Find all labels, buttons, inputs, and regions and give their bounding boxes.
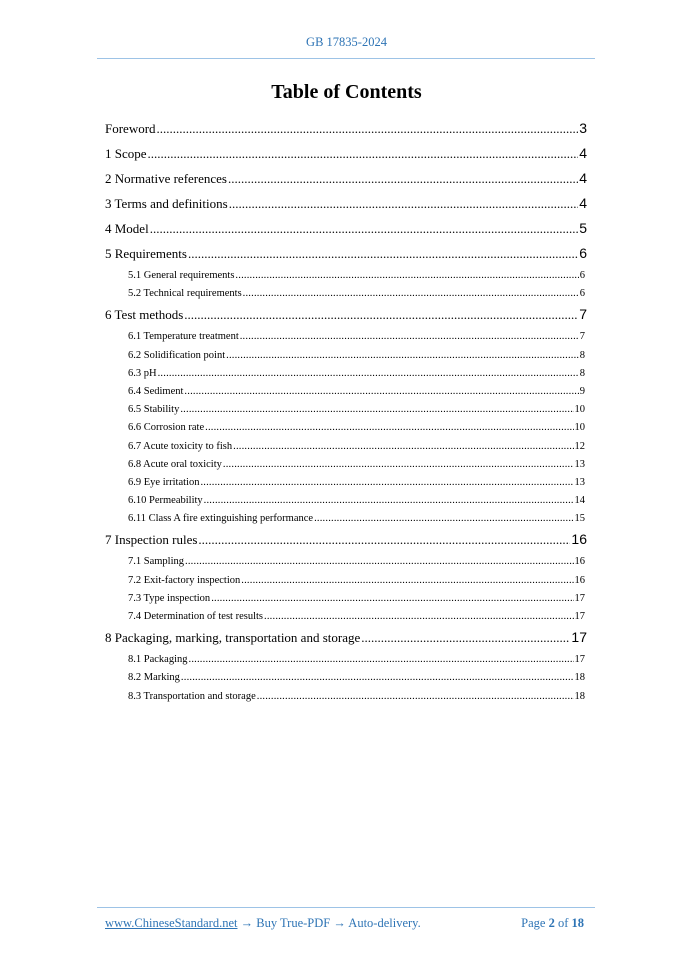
toc-leader-dots xyxy=(235,267,578,285)
toc-entry-page: 7 xyxy=(579,306,587,323)
toc-entry[interactable] xyxy=(105,142,587,167)
toc-entry-label: 8.2 Marking xyxy=(128,672,180,684)
toc-entry-page: 3 xyxy=(579,120,587,136)
toc-entry[interactable] xyxy=(105,217,587,242)
toc-entry-page: 4 xyxy=(579,170,587,186)
toc-entry-label: 6.4 Sediment xyxy=(128,385,184,397)
toc-entry-page: 16 xyxy=(574,574,585,586)
toc-entry[interactable] xyxy=(105,438,585,456)
toc-entry[interactable] xyxy=(105,553,585,571)
toc-entry-label: 1 Scope xyxy=(105,146,147,161)
toc-entry-label: 6.8 Acute oral toxicity xyxy=(128,458,222,470)
toc-entry[interactable] xyxy=(105,401,585,419)
toc-entry[interactable] xyxy=(105,651,585,669)
toc-entry-page: 6 xyxy=(579,270,585,281)
toc-leader-dots xyxy=(148,144,579,163)
toc-entry-label: 6.2 Solidification point xyxy=(128,349,226,361)
toc-entry-page: 8 xyxy=(579,367,585,379)
toc-entry[interactable] xyxy=(105,117,587,142)
toc-leader-dots xyxy=(211,590,573,608)
toc-leader-dots xyxy=(264,608,573,626)
toc-leader-dots xyxy=(184,305,578,324)
toc-entry-label: 8 Packaging, marking, transportation and storage xyxy=(105,630,361,646)
toc-leader-dots xyxy=(241,572,573,590)
toc-entry-label: 5.1 General requirements xyxy=(128,270,235,281)
toc-leader-dots xyxy=(189,651,574,669)
toc-entry[interactable] xyxy=(105,267,585,285)
toc-leader-dots xyxy=(257,688,574,706)
toc-entry[interactable] xyxy=(105,688,585,706)
toc-entry-page: 6 xyxy=(579,288,585,300)
toc-entry-page: 10 xyxy=(574,404,585,416)
footer-promo xyxy=(105,916,421,931)
toc-entry-page: 8 xyxy=(579,349,585,361)
toc-entry[interactable] xyxy=(105,167,587,192)
toc-leader-dots xyxy=(229,194,579,213)
toc-entry-page: 17 xyxy=(574,592,585,604)
table-of-contents xyxy=(105,117,587,706)
toc-entry-label: 8.1 Packaging xyxy=(128,654,188,666)
toc-entry[interactable] xyxy=(105,492,585,510)
toc-leader-dots xyxy=(200,474,573,492)
toc-entry-page: 17 xyxy=(571,629,587,646)
toc-entry-page: 17 xyxy=(574,611,585,622)
toc-entry[interactable] xyxy=(105,510,585,528)
toc-entry-label: 6.3 pH xyxy=(128,367,157,379)
footer-promo-text: → Buy True-PDF → Auto-delivery. xyxy=(237,916,421,930)
toc-entry-page: 6 xyxy=(579,245,587,261)
toc-entry-page: 5 xyxy=(579,220,587,236)
toc-entry-label: Foreword xyxy=(105,121,156,136)
toc-entry[interactable] xyxy=(105,285,585,303)
toc-entry-label: 2 Normative references xyxy=(105,171,227,186)
toc-leader-dots xyxy=(158,365,579,383)
toc-entry[interactable] xyxy=(105,383,585,401)
toc-leader-dots xyxy=(150,219,579,238)
toc-entry-page: 15 xyxy=(574,513,585,525)
toc-entry[interactable] xyxy=(105,456,585,474)
toc-leader-dots xyxy=(180,401,573,419)
website-link[interactable]: www.ChineseStandard.net xyxy=(105,916,238,930)
toc-leader-dots xyxy=(226,347,579,365)
toc-leader-dots xyxy=(184,383,578,401)
running-header: GB 17835-2024 xyxy=(306,35,387,49)
toc-entry[interactable] xyxy=(105,365,585,383)
toc-leader-dots xyxy=(185,553,573,571)
toc-entry-page: 9 xyxy=(579,385,585,397)
toc-entry-label: 7.1 Sampling xyxy=(128,556,185,568)
toc-entry[interactable] xyxy=(105,626,587,651)
toc-entry-label: 6.6 Corrosion rate xyxy=(128,422,205,434)
toc-leader-dots xyxy=(198,530,570,549)
toc-entry[interactable] xyxy=(105,328,585,346)
toc-entry[interactable] xyxy=(105,242,587,267)
toc-entry-label: 3 Terms and definitions xyxy=(105,196,228,211)
toc-entry[interactable] xyxy=(105,347,585,365)
toc-entry-label: 8.3 Transportation and storage xyxy=(128,690,256,702)
toc-leader-dots xyxy=(361,628,570,647)
toc-entry-label: 6.1 Temperature treatment xyxy=(128,331,239,343)
page-current: 2 xyxy=(548,916,555,930)
toc-leader-dots xyxy=(188,244,578,263)
toc-entry-label: 7.2 Exit-factory inspection xyxy=(128,574,241,586)
page-of: of xyxy=(557,916,569,930)
toc-entry-label: 7 Inspection rules xyxy=(105,532,198,548)
toc-entry-page: 13 xyxy=(574,476,585,488)
toc-entry[interactable] xyxy=(105,608,585,626)
toc-leader-dots xyxy=(243,285,579,303)
toc-entry-label: 5.2 Technical requirements xyxy=(128,288,242,300)
toc-leader-dots xyxy=(233,438,573,456)
toc-entry-page: 14 xyxy=(574,495,585,507)
header-rule xyxy=(97,58,595,59)
toc-entry-label: 7.4 Determination of test results xyxy=(128,611,264,622)
toc-entry[interactable] xyxy=(105,528,587,553)
toc-entry-page: 16 xyxy=(571,531,587,548)
page-total: 18 xyxy=(571,916,584,930)
toc-entry[interactable] xyxy=(105,192,587,217)
toc-entry-page: 16 xyxy=(574,556,585,568)
toc-leader-dots xyxy=(314,510,573,528)
toc-entry-page: 7 xyxy=(579,331,585,343)
toc-entry[interactable] xyxy=(105,572,585,590)
toc-entry-page: 10 xyxy=(574,422,585,434)
page-label: Page xyxy=(521,916,546,930)
toc-entry-label: 6.11 Class A fire extinguishing performance xyxy=(128,513,314,525)
page-indicator xyxy=(521,916,584,931)
toc-leader-dots xyxy=(157,119,579,138)
toc-entry-label: 7.3 Type inspection xyxy=(128,592,211,604)
toc-entry-page: 18 xyxy=(574,672,585,684)
toc-entry-label: 6.5 Stability xyxy=(128,404,180,416)
toc-entry-label: 6.7 Acute toxicity to fish xyxy=(128,440,233,452)
toc-entry[interactable] xyxy=(105,303,587,328)
toc-leader-dots xyxy=(223,456,574,474)
toc-entry-page: 4 xyxy=(579,195,587,211)
toc-leader-dots xyxy=(240,328,579,346)
toc-entry[interactable] xyxy=(105,590,585,608)
toc-entry-label: 4 Model xyxy=(105,221,149,236)
toc-entry-page: 4 xyxy=(579,145,587,161)
toc-entry-page: 17 xyxy=(574,654,585,666)
toc-entry-label: 6.10 Permeability xyxy=(128,495,203,507)
toc-leader-dots xyxy=(205,419,573,437)
toc-entry-label: 6 Test methods xyxy=(105,307,184,323)
page-title: Table of Contents xyxy=(271,81,422,103)
toc-entry-label: 5 Requirements xyxy=(105,246,187,261)
toc-entry[interactable] xyxy=(105,419,585,437)
toc-entry[interactable] xyxy=(105,669,585,687)
toc-entry-page: 12 xyxy=(574,440,585,452)
toc-leader-dots xyxy=(181,669,574,687)
toc-entry-page: 13 xyxy=(574,458,585,470)
toc-leader-dots xyxy=(228,169,578,188)
toc-entry[interactable] xyxy=(105,474,585,492)
toc-entry-page: 18 xyxy=(574,690,585,702)
footer-rule xyxy=(97,907,595,908)
toc-entry-label: 6.9 Eye irritation xyxy=(128,476,200,488)
toc-leader-dots xyxy=(204,492,574,510)
